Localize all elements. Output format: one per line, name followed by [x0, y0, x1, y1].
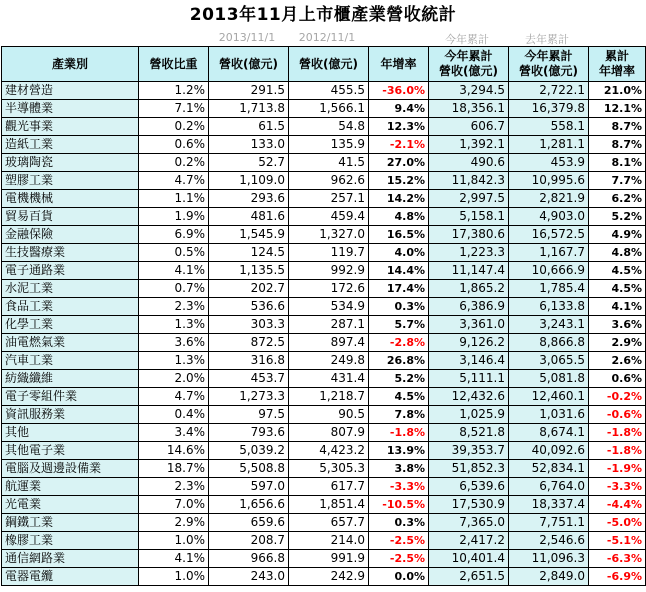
- cell-revenue-previous: 617.7: [289, 478, 369, 496]
- cell-cumulative-last-year: 8,866.8: [509, 334, 589, 352]
- cell-yoy: 4.0%: [369, 244, 429, 262]
- cell-share: 4.7%: [139, 172, 209, 190]
- table-row: [2, 100, 646, 118]
- cell-yoy: 0.3%: [369, 298, 429, 316]
- cell-cumulative-last-year: 3,243.1: [509, 316, 589, 334]
- cell-revenue-current: 5,508.8: [209, 460, 289, 478]
- cell-cumulative-last-year: 1,785.4: [509, 280, 589, 298]
- cell-cumulative-last-year: 3,065.5: [509, 352, 589, 370]
- table-row: [2, 298, 646, 316]
- cell-industry: 鋼鐵工業: [2, 514, 139, 532]
- cell-share: 1.3%: [139, 316, 209, 334]
- cell-cumulative-last-year: 10,995.6: [509, 172, 589, 190]
- cell-revenue-current: 453.7: [209, 370, 289, 388]
- cell-cumulative-this-year: 3,361.0: [429, 316, 509, 334]
- header-cumulative-last-year-line2: 營收(億元): [519, 64, 578, 78]
- cell-industry: 食品工業: [2, 298, 139, 316]
- cell-cumulative-yoy: 4.5%: [589, 262, 646, 280]
- cell-revenue-current: 52.7: [209, 154, 289, 172]
- cell-yoy: 0.3%: [369, 514, 429, 532]
- cell-share: 6.9%: [139, 226, 209, 244]
- cell-cumulative-this-year: 5,111.1: [429, 370, 509, 388]
- cell-cumulative-this-year: 17,530.9: [429, 496, 509, 514]
- cell-revenue-current: 133.0: [209, 136, 289, 154]
- cell-cumulative-yoy: 7.7%: [589, 172, 646, 190]
- cell-cumulative-this-year: 6,386.9: [429, 298, 509, 316]
- cell-revenue-previous: 1,218.7: [289, 388, 369, 406]
- cell-revenue-previous: 257.1: [289, 190, 369, 208]
- cell-cumulative-this-year: 2,651.5: [429, 568, 509, 586]
- header-cumulative-last-year-line1: 今年累計: [524, 49, 573, 63]
- cell-industry: 玻璃陶瓷: [2, 154, 139, 172]
- table-row: [2, 514, 646, 532]
- cell-share: 2.3%: [139, 298, 209, 316]
- sublabel-cumulative-this-year: 今年累計: [445, 33, 489, 46]
- cell-revenue-current: 1,713.8: [209, 100, 289, 118]
- cell-yoy: 5.2%: [369, 370, 429, 388]
- cell-cumulative-yoy: 4.8%: [589, 244, 646, 262]
- cell-share: 1.0%: [139, 532, 209, 550]
- cell-revenue-previous: 431.4: [289, 370, 369, 388]
- cell-cumulative-last-year: 5,081.8: [509, 370, 589, 388]
- cell-cumulative-this-year: 3,294.5: [429, 82, 509, 100]
- cell-cumulative-last-year: 6,764.0: [509, 478, 589, 496]
- sublabel-current-month: 2013/11/1: [218, 31, 276, 44]
- table-row: [2, 154, 646, 172]
- cell-revenue-previous: 657.7: [289, 514, 369, 532]
- cell-industry: 電子零組件業: [2, 388, 139, 406]
- cell-revenue-current: 597.0: [209, 478, 289, 496]
- cell-yoy: 14.2%: [369, 190, 429, 208]
- header-cumulative-yoy: [589, 47, 646, 82]
- cell-share: 0.4%: [139, 406, 209, 424]
- cell-yoy: 14.4%: [369, 262, 429, 280]
- header-cumulative-yoy-line2: 年增率: [598, 64, 635, 78]
- cell-cumulative-this-year: 1,865.2: [429, 280, 509, 298]
- cell-cumulative-last-year: 1,031.6: [509, 406, 589, 424]
- cell-share: 1.0%: [139, 568, 209, 586]
- cell-revenue-previous: 54.8: [289, 118, 369, 136]
- cell-share: 1.9%: [139, 208, 209, 226]
- cell-yoy: 3.8%: [369, 460, 429, 478]
- table-row: [2, 460, 646, 478]
- cell-cumulative-last-year: 12,460.1: [509, 388, 589, 406]
- cell-cumulative-this-year: 2,417.2: [429, 532, 509, 550]
- cell-cumulative-yoy: -1.8%: [589, 424, 646, 442]
- table-row: [2, 442, 646, 460]
- cell-cumulative-yoy: -4.4%: [589, 496, 646, 514]
- cell-share: 0.2%: [139, 118, 209, 136]
- cell-cumulative-last-year: 40,092.6: [509, 442, 589, 460]
- cell-revenue-current: 536.6: [209, 298, 289, 316]
- cell-cumulative-yoy: 8.1%: [589, 154, 646, 172]
- header-cumulative-this-year-line1: 今年累計: [444, 49, 493, 63]
- header-revenue-current: 營收(億元): [209, 47, 289, 82]
- header-cumulative-this-year-line2: 營收(億元): [439, 64, 498, 78]
- cell-share: 2.0%: [139, 370, 209, 388]
- table-row: [2, 136, 646, 154]
- cell-cumulative-yoy: 0.6%: [589, 370, 646, 388]
- cell-industry: 電子通路業: [2, 262, 139, 280]
- cell-cumulative-yoy: -3.3%: [589, 478, 646, 496]
- table-row: [2, 388, 646, 406]
- cell-cumulative-yoy: 5.2%: [589, 208, 646, 226]
- cell-revenue-current: 61.5: [209, 118, 289, 136]
- cell-revenue-current: 1,135.5: [209, 262, 289, 280]
- cell-yoy: 4.8%: [369, 208, 429, 226]
- cell-share: 0.2%: [139, 154, 209, 172]
- cell-share: 0.7%: [139, 280, 209, 298]
- cell-revenue-current: 1,109.0: [209, 172, 289, 190]
- cell-cumulative-last-year: 4,903.0: [509, 208, 589, 226]
- cell-revenue-previous: 172.6: [289, 280, 369, 298]
- cell-share: 7.0%: [139, 496, 209, 514]
- cell-revenue-previous: 1,566.1: [289, 100, 369, 118]
- cell-revenue-current: 291.5: [209, 82, 289, 100]
- cell-cumulative-last-year: 453.9: [509, 154, 589, 172]
- header-cumulative-yoy-line1: 累計: [604, 49, 629, 63]
- cell-cumulative-yoy: -0.2%: [589, 388, 646, 406]
- cell-cumulative-yoy: -1.8%: [589, 442, 646, 460]
- cell-industry: 貿易百貨: [2, 208, 139, 226]
- cell-revenue-current: 5,039.2: [209, 442, 289, 460]
- table-row: [2, 334, 646, 352]
- page-title: 2013年11月上市櫃產業營收統計: [189, 5, 457, 25]
- cell-cumulative-this-year: 2,997.5: [429, 190, 509, 208]
- cell-cumulative-this-year: 1,392.1: [429, 136, 509, 154]
- sublabel-cumulative-last-year: 去年累計: [525, 33, 569, 46]
- cell-yoy: 26.8%: [369, 352, 429, 370]
- cell-industry: 通信網路業: [2, 550, 139, 568]
- cell-yoy: 7.8%: [369, 406, 429, 424]
- table-row: [2, 496, 646, 514]
- cell-cumulative-yoy: 2.9%: [589, 334, 646, 352]
- cell-share: 7.1%: [139, 100, 209, 118]
- cell-cumulative-this-year: 11,147.4: [429, 262, 509, 280]
- table-row: [2, 280, 646, 298]
- cell-industry: 其他: [2, 424, 139, 442]
- cell-industry: 橡膠工業: [2, 532, 139, 550]
- cell-cumulative-yoy: 4.1%: [589, 298, 646, 316]
- table-row: [2, 82, 646, 100]
- cell-cumulative-this-year: 10,401.4: [429, 550, 509, 568]
- sublabel-previous-month: 2012/11/1: [298, 31, 356, 44]
- table-body: [2, 82, 646, 586]
- cell-share: 2.3%: [139, 478, 209, 496]
- cell-revenue-current: 1,545.9: [209, 226, 289, 244]
- cell-yoy: -2.1%: [369, 136, 429, 154]
- cell-cumulative-yoy: 8.7%: [589, 136, 646, 154]
- cell-cumulative-this-year: 7,365.0: [429, 514, 509, 532]
- cell-cumulative-yoy: -1.9%: [589, 460, 646, 478]
- cell-cumulative-this-year: 490.6: [429, 154, 509, 172]
- cell-cumulative-this-year: 11,842.3: [429, 172, 509, 190]
- cell-yoy: 9.4%: [369, 100, 429, 118]
- cell-cumulative-last-year: 2,849.0: [509, 568, 589, 586]
- cell-cumulative-last-year: 6,133.8: [509, 298, 589, 316]
- cell-cumulative-this-year: 1,223.3: [429, 244, 509, 262]
- cell-revenue-current: 966.8: [209, 550, 289, 568]
- cell-revenue-current: 659.6: [209, 514, 289, 532]
- cell-yoy: -10.5%: [369, 496, 429, 514]
- cell-revenue-previous: 90.5: [289, 406, 369, 424]
- cell-revenue-previous: 992.9: [289, 262, 369, 280]
- cell-revenue-previous: 242.9: [289, 568, 369, 586]
- cell-share: 3.4%: [139, 424, 209, 442]
- table-row: [2, 226, 646, 244]
- table-header-row: [2, 47, 646, 82]
- cell-cumulative-last-year: 1,281.1: [509, 136, 589, 154]
- cell-cumulative-this-year: 5,158.1: [429, 208, 509, 226]
- cell-industry: 電機機械: [2, 190, 139, 208]
- cell-cumulative-this-year: 1,025.9: [429, 406, 509, 424]
- cell-yoy: -36.0%: [369, 82, 429, 100]
- cell-cumulative-this-year: 6,539.6: [429, 478, 509, 496]
- header-industry: 產業別: [2, 47, 139, 82]
- industry-revenue-table: [1, 46, 646, 586]
- cell-yoy: -2.5%: [369, 550, 429, 568]
- cell-cumulative-yoy: 12.1%: [589, 100, 646, 118]
- table-row: [2, 424, 646, 442]
- table-row: [2, 190, 646, 208]
- cell-cumulative-last-year: 8,674.1: [509, 424, 589, 442]
- cell-share: 18.7%: [139, 460, 209, 478]
- cell-share: 4.1%: [139, 550, 209, 568]
- table-row: [2, 406, 646, 424]
- cell-cumulative-last-year: 11,096.3: [509, 550, 589, 568]
- cell-yoy: 13.9%: [369, 442, 429, 460]
- table-row: [2, 550, 646, 568]
- cell-revenue-previous: 135.9: [289, 136, 369, 154]
- cell-cumulative-last-year: 10,666.9: [509, 262, 589, 280]
- cell-cumulative-yoy: -5.1%: [589, 532, 646, 550]
- cell-cumulative-yoy: 6.2%: [589, 190, 646, 208]
- header-share: 營收比重: [139, 47, 209, 82]
- cell-cumulative-last-year: 16,572.5: [509, 226, 589, 244]
- cell-revenue-current: 202.7: [209, 280, 289, 298]
- cell-cumulative-this-year: 606.7: [429, 118, 509, 136]
- cell-revenue-previous: 534.9: [289, 298, 369, 316]
- cell-share: 1.2%: [139, 82, 209, 100]
- cell-revenue-current: 243.0: [209, 568, 289, 586]
- cell-revenue-current: 1,656.6: [209, 496, 289, 514]
- cell-revenue-previous: 897.4: [289, 334, 369, 352]
- cell-industry: 電器電纜: [2, 568, 139, 586]
- cell-cumulative-last-year: 2,722.1: [509, 82, 589, 100]
- table-row: [2, 568, 646, 586]
- cell-industry: 生技醫療業: [2, 244, 139, 262]
- cell-cumulative-yoy: 3.6%: [589, 316, 646, 334]
- table-row: [2, 244, 646, 262]
- table-row: [2, 370, 646, 388]
- table-row: [2, 208, 646, 226]
- cell-yoy: 16.5%: [369, 226, 429, 244]
- cell-revenue-previous: 459.4: [289, 208, 369, 226]
- cell-cumulative-this-year: 3,146.4: [429, 352, 509, 370]
- cell-yoy: 27.0%: [369, 154, 429, 172]
- cell-cumulative-this-year: 39,353.7: [429, 442, 509, 460]
- cell-revenue-previous: 991.9: [289, 550, 369, 568]
- cell-cumulative-this-year: 8,521.8: [429, 424, 509, 442]
- cell-share: 1.3%: [139, 352, 209, 370]
- cell-cumulative-yoy: -6.3%: [589, 550, 646, 568]
- cell-cumulative-yoy: 4.5%: [589, 280, 646, 298]
- cell-revenue-current: 293.6: [209, 190, 289, 208]
- cell-share: 1.1%: [139, 190, 209, 208]
- table-row: [2, 172, 646, 190]
- cell-yoy: 0.0%: [369, 568, 429, 586]
- cell-cumulative-last-year: 2,821.9: [509, 190, 589, 208]
- cell-revenue-previous: 214.0: [289, 532, 369, 550]
- cell-industry: 半導體業: [2, 100, 139, 118]
- cell-cumulative-last-year: 7,751.1: [509, 514, 589, 532]
- cell-cumulative-yoy: 21.0%: [589, 82, 646, 100]
- header-cumulative-last-year: [509, 47, 589, 82]
- cell-share: 0.6%: [139, 136, 209, 154]
- cell-industry: 資訊服務業: [2, 406, 139, 424]
- cell-yoy: -2.5%: [369, 532, 429, 550]
- cell-industry: 電腦及週邊設備業: [2, 460, 139, 478]
- cell-cumulative-yoy: 4.9%: [589, 226, 646, 244]
- cell-industry: 塑膠工業: [2, 172, 139, 190]
- cell-cumulative-yoy: 2.6%: [589, 352, 646, 370]
- cell-cumulative-last-year: 1,167.7: [509, 244, 589, 262]
- cell-revenue-previous: 4,423.2: [289, 442, 369, 460]
- cell-share: 4.1%: [139, 262, 209, 280]
- cell-revenue-previous: 249.8: [289, 352, 369, 370]
- cell-share: 0.5%: [139, 244, 209, 262]
- cell-cumulative-this-year: 51,852.3: [429, 460, 509, 478]
- cell-revenue-previous: 1,851.4: [289, 496, 369, 514]
- cell-yoy: 5.7%: [369, 316, 429, 334]
- cell-revenue-current: 793.6: [209, 424, 289, 442]
- table-row: [2, 316, 646, 334]
- cell-cumulative-last-year: 558.1: [509, 118, 589, 136]
- cell-revenue-previous: 287.1: [289, 316, 369, 334]
- cell-revenue-previous: 1,327.0: [289, 226, 369, 244]
- cell-cumulative-yoy: -0.6%: [589, 406, 646, 424]
- cell-cumulative-last-year: 2,546.6: [509, 532, 589, 550]
- cell-cumulative-this-year: 18,356.1: [429, 100, 509, 118]
- cell-revenue-current: 481.6: [209, 208, 289, 226]
- cell-industry: 油電燃氣業: [2, 334, 139, 352]
- cell-revenue-previous: 962.6: [289, 172, 369, 190]
- cell-revenue-previous: 119.7: [289, 244, 369, 262]
- cell-revenue-previous: 807.9: [289, 424, 369, 442]
- table-row: [2, 262, 646, 280]
- cell-revenue-previous: 455.5: [289, 82, 369, 100]
- cell-yoy: 17.4%: [369, 280, 429, 298]
- header-revenue-previous: 營收(億元): [289, 47, 369, 82]
- cell-revenue-current: 1,273.3: [209, 388, 289, 406]
- cell-industry: 建材營造: [2, 82, 139, 100]
- cell-yoy: 12.3%: [369, 118, 429, 136]
- cell-industry: 金融保險: [2, 226, 139, 244]
- cell-yoy: 4.5%: [369, 388, 429, 406]
- cell-cumulative-last-year: 18,337.4: [509, 496, 589, 514]
- cell-revenue-previous: 41.5: [289, 154, 369, 172]
- cell-industry: 化學工業: [2, 316, 139, 334]
- cell-cumulative-yoy: 8.7%: [589, 118, 646, 136]
- cell-revenue-previous: 5,305.3: [289, 460, 369, 478]
- cell-revenue-current: 316.8: [209, 352, 289, 370]
- cell-yoy: -1.8%: [369, 424, 429, 442]
- cell-yoy: 15.2%: [369, 172, 429, 190]
- cell-industry: 光電業: [2, 496, 139, 514]
- cell-cumulative-this-year: 17,380.6: [429, 226, 509, 244]
- cell-industry: 航運業: [2, 478, 139, 496]
- cell-share: 14.6%: [139, 442, 209, 460]
- cell-industry: 造紙工業: [2, 136, 139, 154]
- header-cumulative-this-year: [429, 47, 509, 82]
- cell-share: 3.6%: [139, 334, 209, 352]
- cell-industry: 觀光事業: [2, 118, 139, 136]
- cell-revenue-current: 303.3: [209, 316, 289, 334]
- cell-share: 4.7%: [139, 388, 209, 406]
- cell-share: 2.9%: [139, 514, 209, 532]
- table-row: [2, 352, 646, 370]
- cell-industry: 其他電子業: [2, 442, 139, 460]
- cell-cumulative-yoy: -6.9%: [589, 568, 646, 586]
- table-row: [2, 118, 646, 136]
- column-sublabels: [0, 30, 646, 46]
- cell-cumulative-last-year: 52,834.1: [509, 460, 589, 478]
- cell-cumulative-this-year: 9,126.2: [429, 334, 509, 352]
- cell-revenue-current: 97.5: [209, 406, 289, 424]
- cell-yoy: -2.8%: [369, 334, 429, 352]
- cell-revenue-current: 872.5: [209, 334, 289, 352]
- cell-yoy: -3.3%: [369, 478, 429, 496]
- cell-industry: 汽車工業: [2, 352, 139, 370]
- cell-industry: 紡織纖維: [2, 370, 139, 388]
- cell-cumulative-yoy: -5.0%: [589, 514, 646, 532]
- table-row: [2, 478, 646, 496]
- cell-cumulative-last-year: 16,379.8: [509, 100, 589, 118]
- cell-revenue-current: 208.7: [209, 532, 289, 550]
- cell-cumulative-this-year: 12,432.6: [429, 388, 509, 406]
- table-row: [2, 532, 646, 550]
- cell-revenue-current: 124.5: [209, 244, 289, 262]
- header-yoy: 年增率: [369, 47, 429, 82]
- cell-industry: 水泥工業: [2, 280, 139, 298]
